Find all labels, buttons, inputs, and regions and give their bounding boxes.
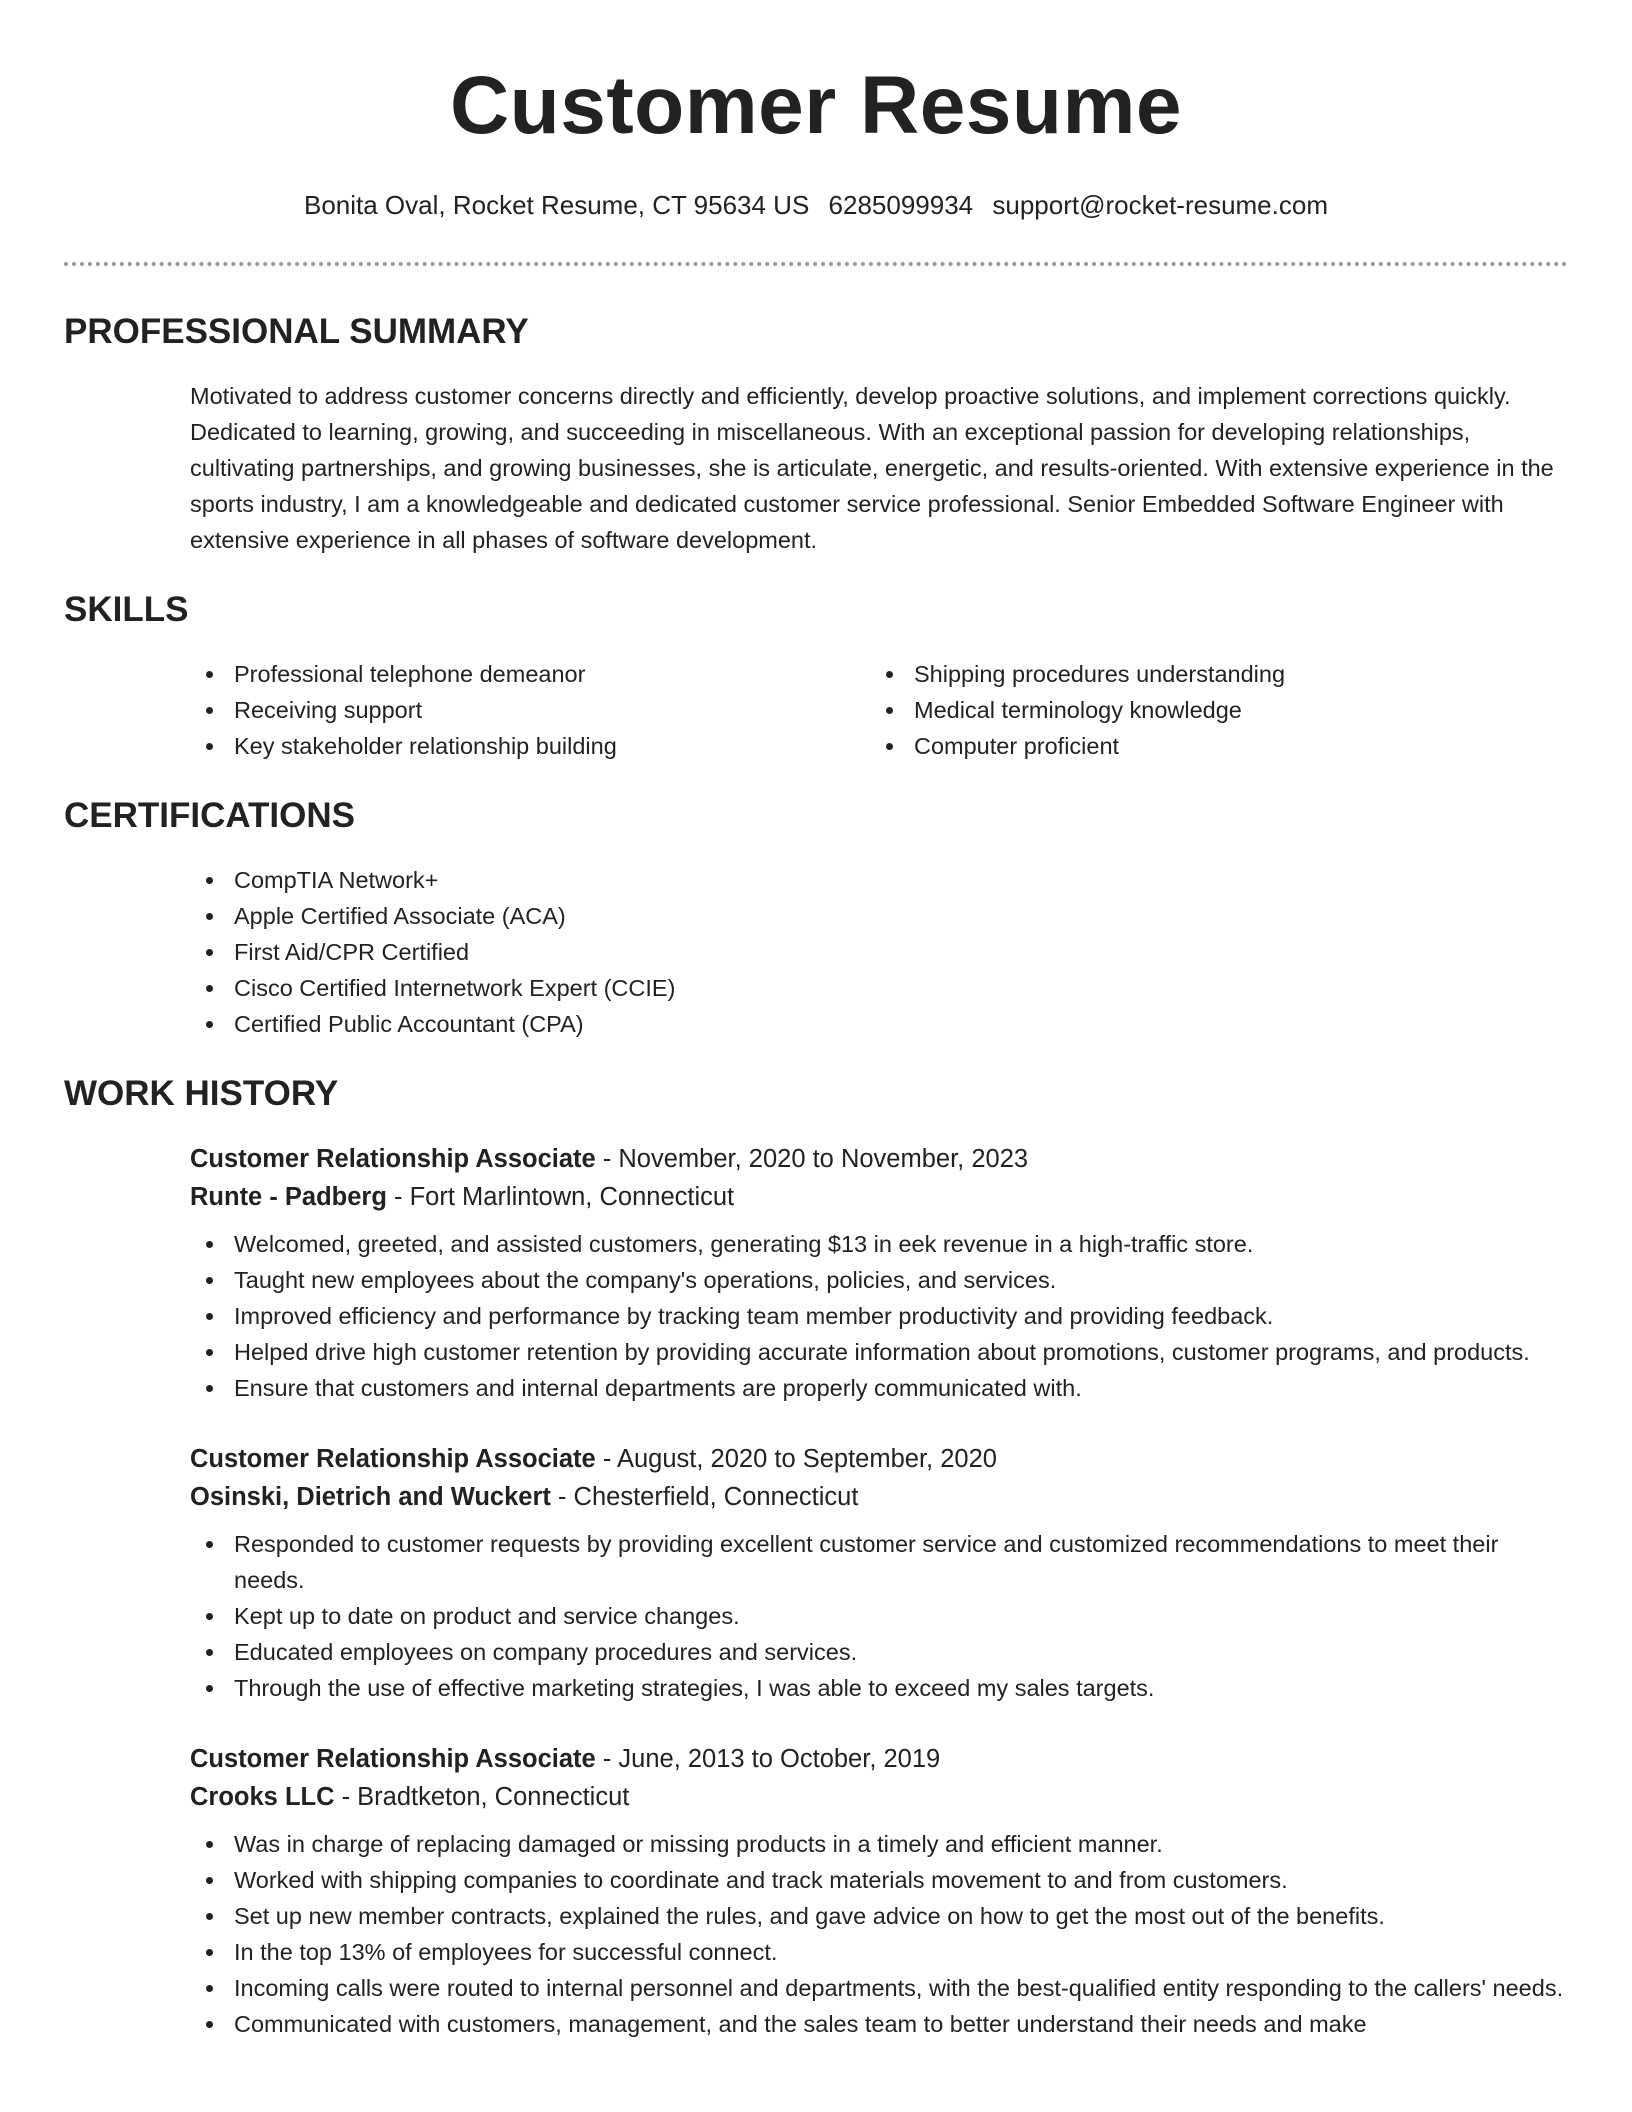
job-bullet: Incoming calls were routed to internal personnel and departments, with the best-qualified entity responding to the callers' needs. <box>190 1970 1568 2006</box>
job-bullet: Communicated with customers, management, and the sales team to better understand their needs and make <box>190 2006 1568 2042</box>
job-dates: - June, 2013 to October, 2019 <box>595 1745 941 1773</box>
job-company: Runte - Padberg <box>190 1183 387 1211</box>
skill-item: Shipping procedures understanding <box>870 656 1550 692</box>
job-company: Osinski, Dietrich and Wuckert <box>190 1483 551 1511</box>
job-bullet: Set up new member contracts, explained the rules, and gave advice on how to get the most out of the benefits. <box>190 1898 1568 1934</box>
job-company-line <box>190 1178 1568 1216</box>
job-company-line <box>190 1478 1568 1516</box>
job-bullet: Ensure that customers and internal departments are properly communicated with. <box>190 1370 1568 1406</box>
certification-item: Certified Public Accountant (CPA) <box>190 1006 1568 1042</box>
certification-item: Cisco Certified Internetwork Expert (CCIE) <box>190 970 1568 1006</box>
job-bullet: Was in charge of replacing damaged or missing products in a timely and efficient manner. <box>190 1826 1568 1862</box>
header-divider <box>64 262 1568 266</box>
job-company: Crooks LLC <box>190 1783 335 1811</box>
job-bullet: Worked with shipping companies to coordinate and track materials movement to and from customers. <box>190 1862 1568 1898</box>
job-bullet: Welcomed, greeted, and assisted customers, generating $13 in eek revenue in a high-traffic store. <box>190 1226 1568 1262</box>
skill-item: Professional telephone demeanor <box>190 656 870 692</box>
summary-text: Motivated to address customer concerns directly and efficiently, develop proactive solutions, and implement corrections quickly. Dedicated to learning, growing, and succeeding in miscellaneous. With an exceptional passion for developing relationships, cultivating partnerships, and growing businesses, she is articulate, energetic, and results-oriented. With extensive experience in the sports industry, I am a knowledgeable and dedicated customer service professional. Senior Embedded Software Engineer with extensive experience in all phases of software development. <box>190 383 1554 553</box>
job-location: - Bradtketon, Connecticut <box>334 1783 630 1811</box>
job-bullet: Responded to customer requests by providing excellent customer service and customized recommendations to meet their needs. <box>190 1526 1568 1598</box>
job-title-line <box>190 1140 1568 1178</box>
skills-columns <box>190 656 1568 764</box>
job-dates: - August, 2020 to September, 2020 <box>595 1445 997 1473</box>
job-bullets <box>190 1226 1568 1406</box>
job-location: - Chesterfield, Connecticut <box>550 1483 859 1511</box>
job-bullets <box>190 1826 1568 2042</box>
summary-heading: PROFESSIONAL SUMMARY <box>64 312 529 351</box>
skill-item: Receiving support <box>190 692 870 728</box>
job-bullet: Improved efficiency and performance by tracking team member productivity and providing feedback. <box>190 1298 1568 1334</box>
resume-page <box>64 0 1568 2042</box>
certifications-list <box>190 862 1568 1042</box>
job-entry <box>190 1140 1568 1406</box>
job-bullet: Through the use of effective marketing strategies, I was able to exceed my sales targets. <box>190 1670 1568 1706</box>
job-title-line <box>190 1440 1568 1478</box>
certification-item: First Aid/CPR Certified <box>190 934 1568 970</box>
certifications-heading: CERTIFICATIONS <box>64 796 356 835</box>
contact-address: Bonita Oval, Rocket Resume, CT 95634 US <box>303 190 810 220</box>
job-company-line <box>190 1778 1568 1816</box>
job-role: Customer Relationship Associate <box>190 1445 596 1473</box>
skills-heading: SKILLS <box>64 590 189 629</box>
job-bullet: Educated employees on company procedures and services. <box>190 1634 1568 1670</box>
skill-item: Key stakeholder relationship building <box>190 728 870 764</box>
contact-phone: 6285099934 <box>828 190 974 220</box>
skills-left-list <box>190 656 870 764</box>
skill-item: Medical terminology knowledge <box>870 692 1550 728</box>
job-role: Customer Relationship Associate <box>190 1145 596 1173</box>
work-history-heading: WORK HISTORY <box>64 1074 339 1113</box>
certification-item: CompTIA Network+ <box>190 862 1568 898</box>
job-location: - Fort Marlintown, Connecticut <box>386 1183 735 1211</box>
job-role: Customer Relationship Associate <box>190 1745 596 1773</box>
job-entry <box>190 1440 1568 1706</box>
job-bullet: Kept up to date on product and service changes. <box>190 1598 1568 1634</box>
job-bullet: In the top 13% of employees for successful connect. <box>190 1934 1568 1970</box>
contact-email: support@rocket-resume.com <box>992 190 1328 220</box>
job-dates: - November, 2020 to November, 2023 <box>595 1145 1029 1173</box>
skills-right-list <box>870 656 1550 764</box>
certification-item: Apple Certified Associate (ACA) <box>190 898 1568 934</box>
job-bullet: Helped drive high customer retention by providing accurate information about promotions, customer programs, and products. <box>190 1334 1568 1370</box>
candidate-name: Customer Resume <box>449 60 1183 151</box>
job-bullets <box>190 1526 1568 1706</box>
job-entry <box>190 1740 1568 2042</box>
job-title-line <box>190 1740 1568 1778</box>
skill-item: Computer proficient <box>870 728 1550 764</box>
contact-line <box>64 188 1568 222</box>
job-bullet: Taught new employees about the company's operations, policies, and services. <box>190 1262 1568 1298</box>
